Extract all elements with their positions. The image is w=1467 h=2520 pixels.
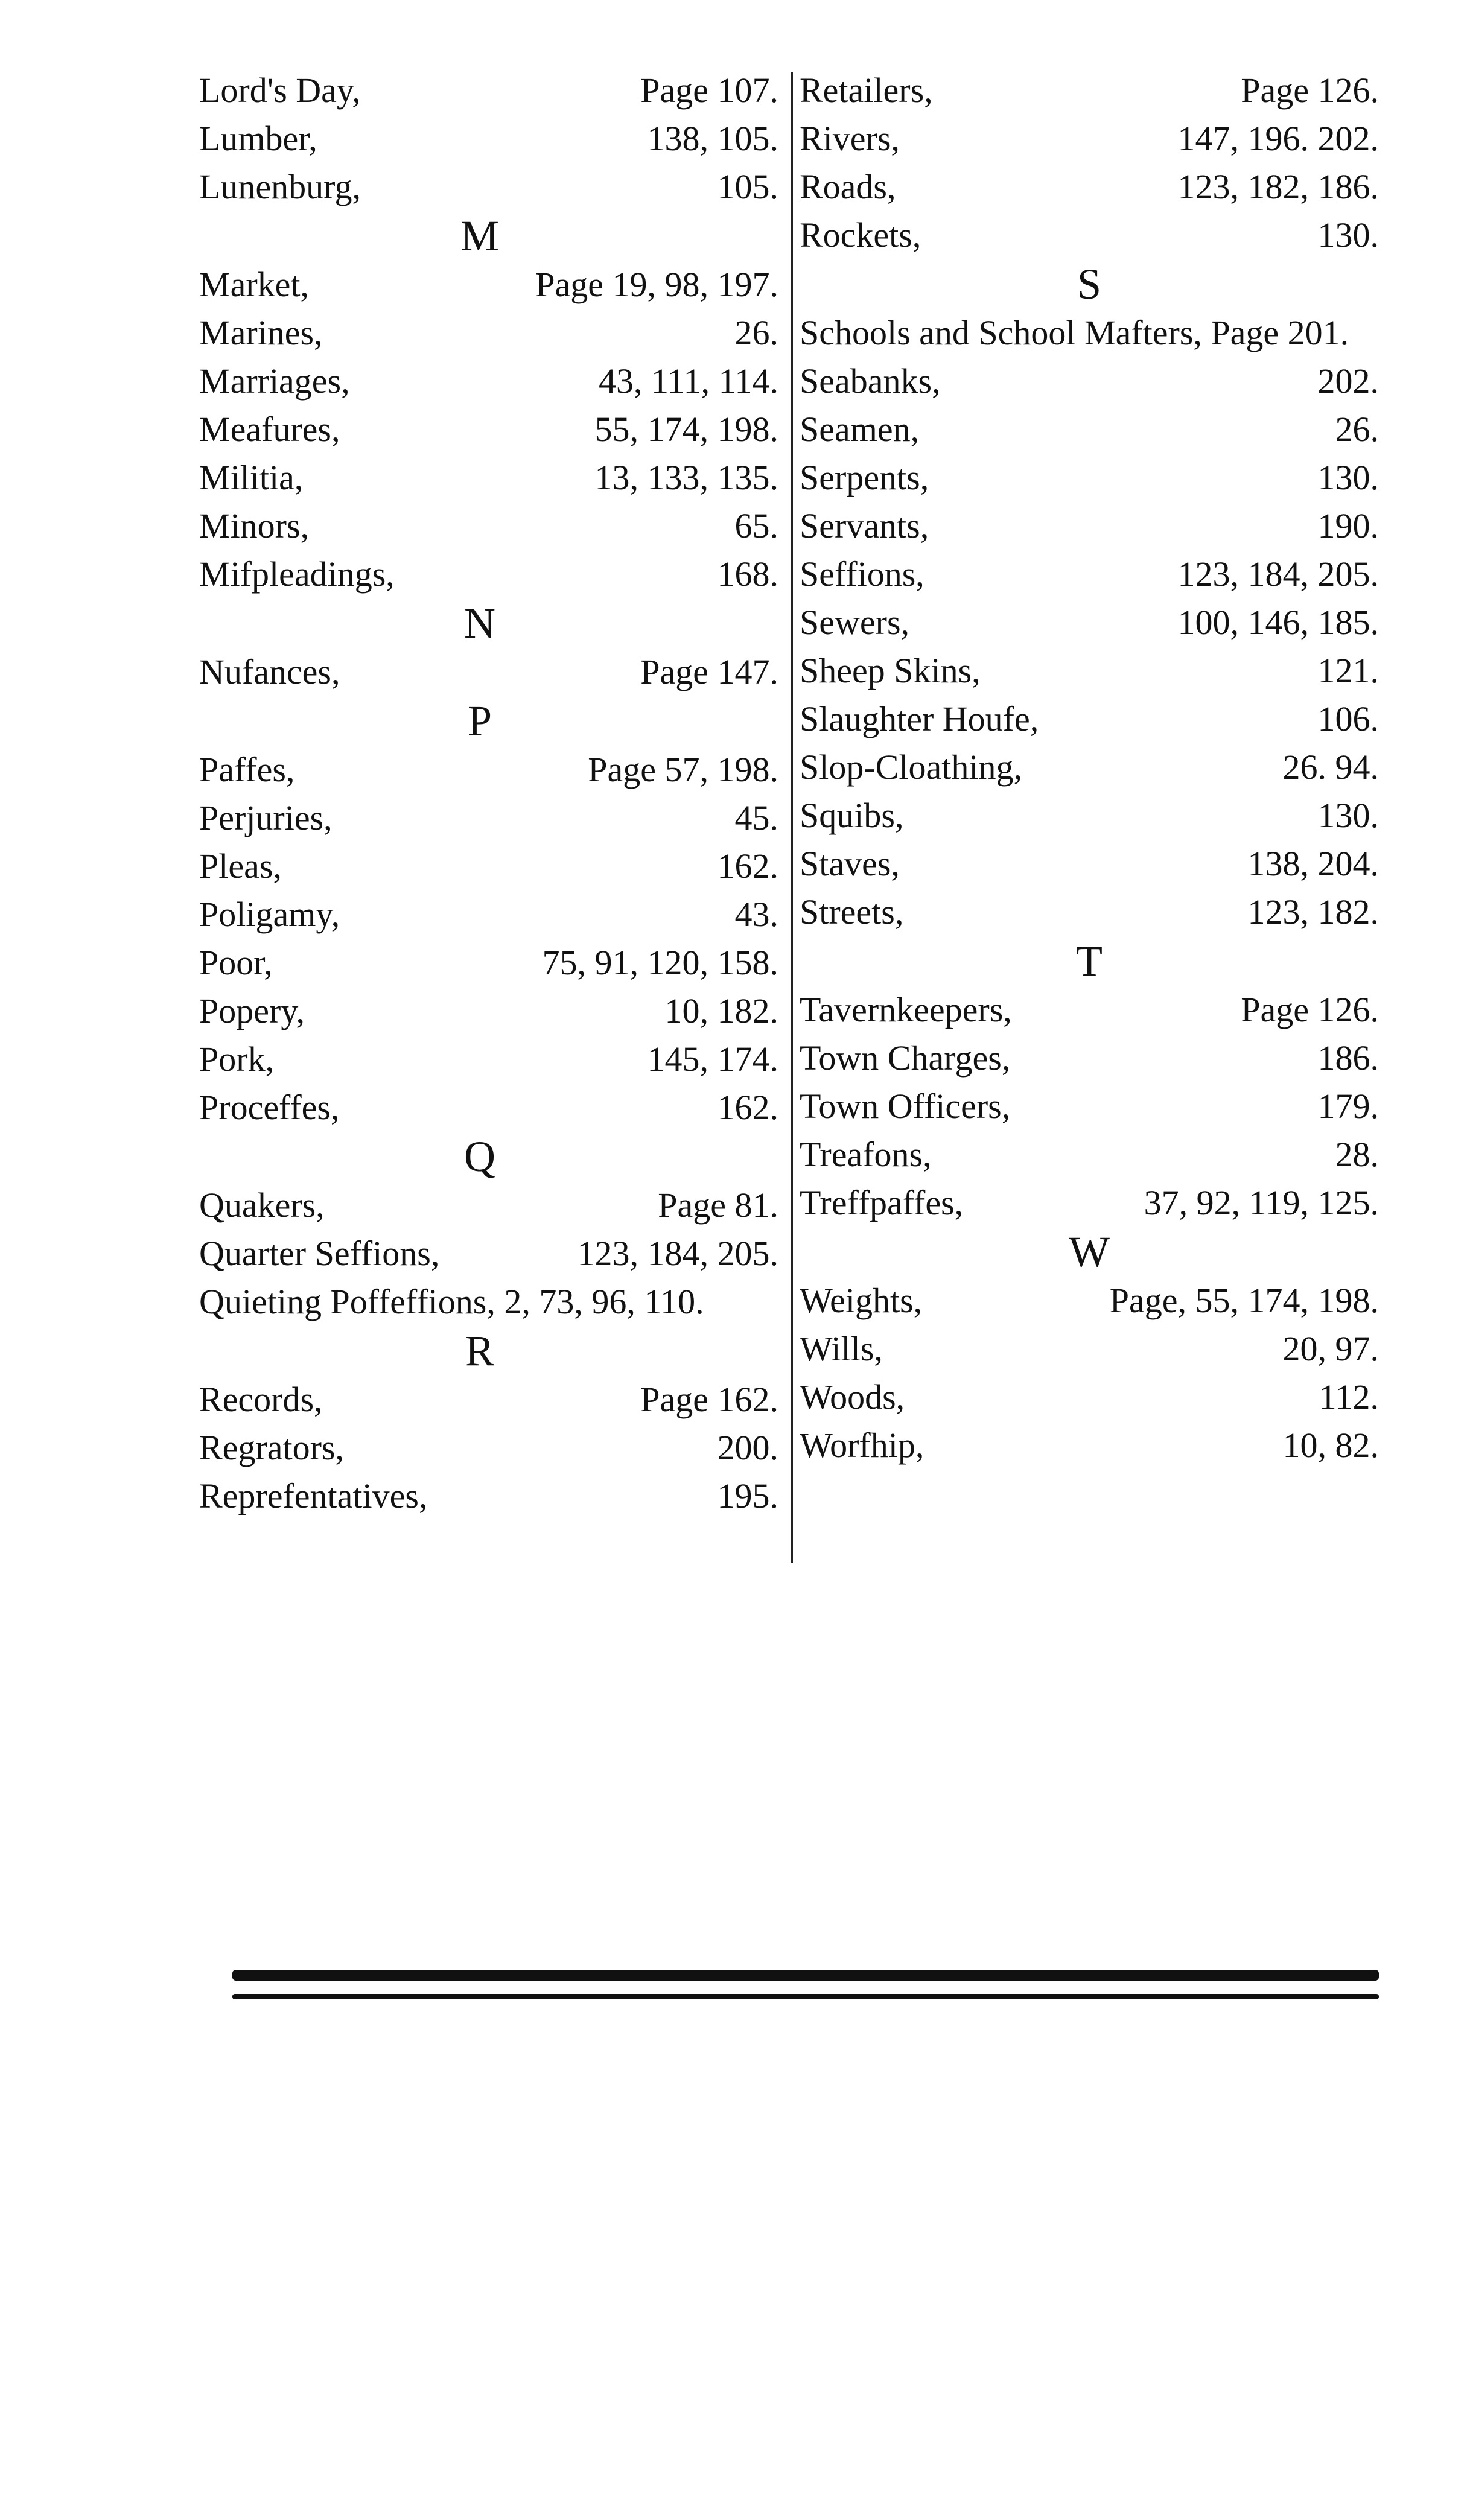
section-letter-text: Q [464, 1132, 495, 1181]
section-letter-text: M [460, 212, 500, 260]
index-term: Quakers, [199, 1185, 325, 1225]
index-entry [199, 454, 778, 502]
index-term: Streets, [800, 892, 904, 932]
index-term: Pleas, [199, 846, 282, 886]
section-letter-text: N [464, 599, 495, 647]
index-term: Staves, [800, 844, 900, 883]
index-pages: 190. [1317, 506, 1379, 545]
index-term: Militia, [199, 458, 304, 497]
index-pages: 123, 184, 205. [1177, 554, 1379, 594]
index-pages: 130. [1317, 796, 1379, 835]
index-entry [199, 115, 778, 163]
index-entry [199, 1376, 778, 1424]
index-entry [199, 1181, 778, 1230]
index-entry [199, 987, 778, 1035]
section-letter-text: R [465, 1327, 495, 1375]
index-pages: 75, 91, 120, 158. [542, 943, 778, 982]
index-entry [800, 647, 1379, 695]
index-pages: 112. [1319, 1377, 1379, 1417]
footer-rule-thick [232, 1970, 1379, 1981]
section-letter-text: T [1076, 937, 1103, 985]
index-term: Perjuries, [199, 798, 333, 837]
index-term: Marines, [199, 313, 323, 352]
index-entry [199, 502, 778, 550]
index-pages: 195. [717, 1476, 778, 1515]
index-entry [800, 357, 1379, 405]
index-term: Rivers, [800, 119, 900, 158]
index-pages: 179. [1317, 1087, 1379, 1126]
index-entry [800, 1277, 1379, 1325]
index-pages: 26. [734, 313, 778, 352]
index-entry [199, 746, 778, 794]
index-pages: 145, 174. [647, 1039, 778, 1079]
index-entry [800, 115, 1379, 163]
index-entry [800, 66, 1379, 115]
index-term: Wills, [800, 1329, 883, 1368]
index-term: Slaughter Houfe, [800, 699, 1039, 738]
index-term: Proceffes, [199, 1088, 340, 1127]
index-entry [800, 792, 1379, 840]
section-letter [800, 1227, 1379, 1277]
index-entry [800, 163, 1379, 211]
index-entry [199, 1084, 778, 1132]
section-letter-text: S [1077, 260, 1102, 308]
index-pages: 162. [717, 846, 778, 886]
index-pages: 121. [1317, 651, 1379, 690]
index-entry [199, 163, 778, 211]
index-pages: 45. [734, 798, 778, 837]
index-pages: 100, 146, 185. [1177, 603, 1379, 642]
index-entry [199, 890, 778, 939]
index-term: Minors, [199, 506, 310, 545]
index-pages: 55, 174, 198. [594, 410, 778, 449]
index-term: Rockets, [800, 215, 921, 255]
index-entry [800, 309, 1379, 357]
index-term: Seffions, [800, 554, 924, 594]
index-pages: 138, 204. [1247, 844, 1379, 883]
index-entry [800, 986, 1379, 1034]
index-entry [800, 1179, 1379, 1227]
index-term: Lumber, [199, 119, 317, 158]
index-term: Pork, [199, 1039, 275, 1079]
index-entry [199, 842, 778, 890]
index-entry [800, 550, 1379, 598]
index-pages: 106. [1317, 699, 1379, 738]
section-letter-text: W [1069, 1228, 1110, 1276]
index-entry [199, 309, 778, 357]
index-pages: 138, 105. [647, 119, 778, 158]
index-pages: 200. [717, 1428, 778, 1467]
index-term: Servants, [800, 506, 929, 545]
index-pages: 147, 196. 202. [1177, 119, 1379, 158]
section-letter [800, 936, 1379, 986]
index-term: Poligamy, [199, 895, 340, 934]
index-term: Serpents, [800, 458, 929, 497]
index-pages: 65. [734, 506, 778, 545]
index-term: Town Charges, [800, 1038, 1011, 1078]
index-pages: 20, 97. [1282, 1329, 1379, 1368]
index-pages: Page 126. [1241, 71, 1379, 110]
index-entry [199, 1424, 778, 1472]
index-entry [800, 1325, 1379, 1373]
index-pages: Page 126. [1241, 990, 1379, 1029]
index-entry [800, 454, 1379, 502]
index-term: Schools and School Mafters, Page 201. [800, 313, 1349, 352]
index-term: Treffpaffes, [800, 1183, 964, 1222]
index-entry [199, 550, 778, 598]
column-divider [791, 72, 793, 1563]
index-pages: Page, 55, 174, 198. [1109, 1281, 1379, 1320]
index-term: Retailers, [800, 71, 933, 110]
section-letter [199, 211, 778, 261]
index-pages: Page 147. [640, 652, 778, 691]
index-pages: 10, 82. [1282, 1426, 1379, 1465]
index-pages: 130. [1317, 458, 1379, 497]
index-pages: Page 57, 198. [588, 750, 778, 789]
index-pages: Page 81. [658, 1185, 778, 1225]
index-term: Seabanks, [800, 361, 941, 401]
index-pages: 186. [1317, 1038, 1379, 1078]
index-pages: 123, 182. [1247, 892, 1379, 932]
index-entry [800, 405, 1379, 454]
index-term: Sheep Skins, [800, 651, 981, 690]
index-term: Sewers, [800, 603, 910, 642]
index-entry [199, 66, 778, 115]
index-pages: 26. 94. [1282, 747, 1379, 787]
index-term: Roads, [800, 167, 896, 206]
index-term: Regrators, [199, 1428, 344, 1467]
index-pages: 202. [1317, 361, 1379, 401]
index-pages: 168. [717, 554, 778, 594]
index-term: Town Officers, [800, 1087, 1011, 1126]
index-term: Lunenburg, [199, 167, 361, 206]
index-entry [800, 598, 1379, 647]
index-term: Poor, [199, 943, 273, 982]
index-entry [800, 1082, 1379, 1131]
index-term: Reprefentatives, [199, 1476, 428, 1515]
index-pages: 123, 182, 186. [1177, 167, 1379, 206]
index-term: Paffes, [199, 750, 295, 789]
index-pages: 28. [1335, 1135, 1379, 1174]
index-term: Worfhip, [800, 1426, 924, 1465]
index-pages: Page 162. [640, 1380, 778, 1419]
index-pages: 10, 182. [664, 991, 778, 1030]
index-entry [800, 695, 1379, 743]
index-entry [800, 502, 1379, 550]
index-entry [800, 1373, 1379, 1421]
index-pages: Page 107. [640, 71, 778, 110]
index-entry [800, 1131, 1379, 1179]
index-entry [199, 1278, 778, 1326]
index-term: Records, [199, 1380, 323, 1419]
section-letter [199, 598, 778, 648]
index-term: Slop-Cloathing, [800, 747, 1022, 787]
index-term: Lord's Day, [199, 71, 361, 110]
index-pages: 26. [1335, 410, 1379, 449]
index-entry [199, 939, 778, 987]
index-entry [199, 1230, 778, 1278]
index-entry [199, 261, 778, 309]
index-entry [199, 1472, 778, 1520]
section-letter [199, 1132, 778, 1181]
section-letter [800, 259, 1379, 309]
index-entry [800, 1421, 1379, 1470]
index-term: Mifpleadings, [199, 554, 395, 594]
index-term: Woods, [800, 1377, 905, 1417]
index-term: Treafons, [800, 1135, 932, 1174]
index-entry [199, 648, 778, 696]
index-term: Weights, [800, 1281, 923, 1320]
index-entry [199, 357, 778, 405]
index-left-column [199, 66, 778, 1520]
index-entry [800, 211, 1379, 259]
index-term: Nufances, [199, 652, 340, 691]
footer-rule-thin [232, 1994, 1379, 1999]
index-pages: 130. [1317, 215, 1379, 255]
index-term: Market, [199, 265, 309, 304]
index-pages: 13, 133, 135. [594, 458, 778, 497]
index-pages: 43, 111, 114. [598, 361, 778, 401]
index-pages: 105. [717, 167, 778, 206]
index-pages: Page 19, 98, 197. [535, 265, 778, 304]
section-letter [199, 1326, 778, 1376]
index-entry [199, 1035, 778, 1084]
index-entry [199, 794, 778, 842]
section-letter [199, 696, 778, 746]
index-pages: 162. [717, 1088, 778, 1127]
index-term: Meafures, [199, 410, 340, 449]
index-entry [800, 840, 1379, 888]
index-term: Tavernkeepers, [800, 990, 1012, 1029]
index-pages: 43. [734, 895, 778, 934]
index-term: Quarter Seffions, [199, 1234, 440, 1273]
index-pages: 37, 92, 119, 125. [1144, 1183, 1379, 1222]
index-entry [800, 743, 1379, 792]
index-pages: 123, 184, 205. [577, 1234, 778, 1273]
index-entry [800, 1034, 1379, 1082]
index-term: Quieting Poffeffions, 2, 73, 96, 110. [199, 1282, 704, 1321]
section-letter-text: P [467, 697, 492, 745]
index-term: Popery, [199, 991, 305, 1030]
index-entry [800, 888, 1379, 936]
index-term: Squibs, [800, 796, 904, 835]
index-entry [199, 405, 778, 454]
index-right-column [800, 66, 1379, 1470]
index-term: Marriages, [199, 361, 350, 401]
index-term: Seamen, [800, 410, 920, 449]
